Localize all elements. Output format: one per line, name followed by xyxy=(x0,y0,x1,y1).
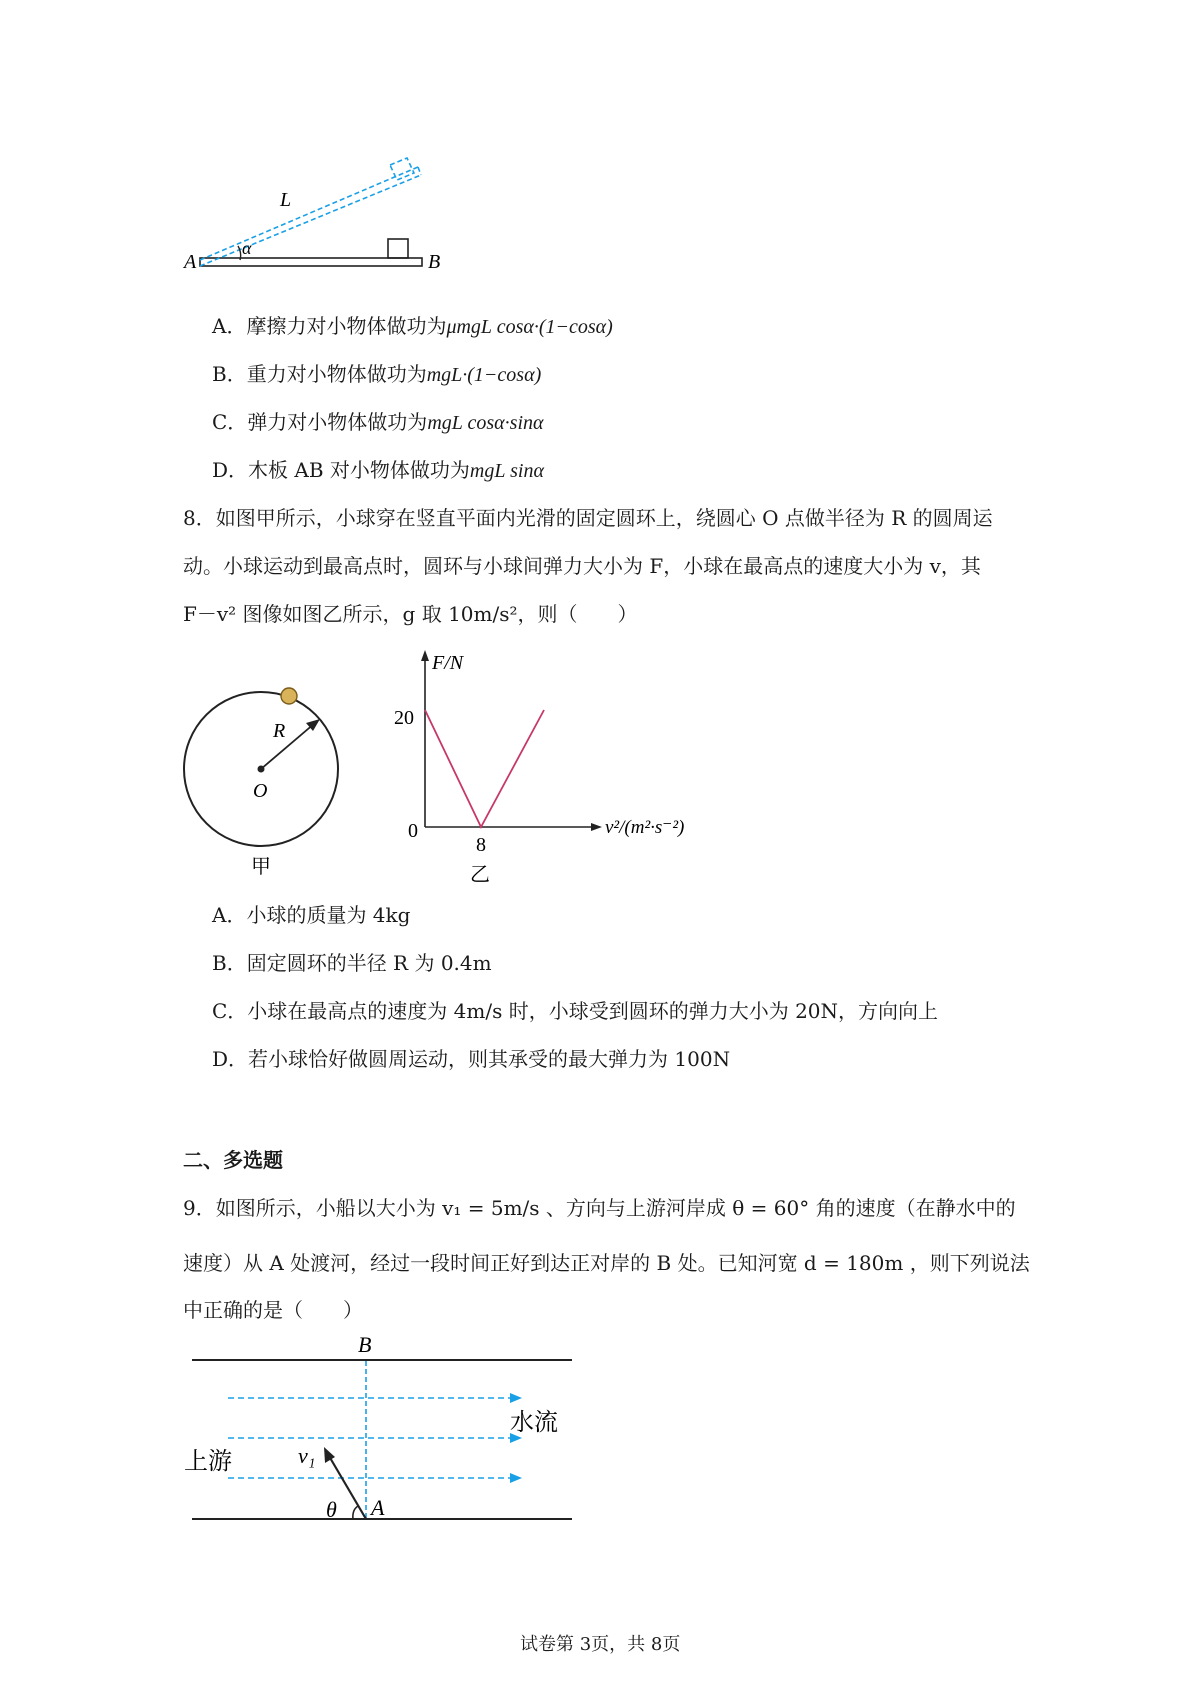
section-title: 二、多选题 xyxy=(183,1148,283,1172)
option-text: 重力对小物体做功为 xyxy=(246,362,427,386)
board-ab xyxy=(200,258,422,266)
label-theta: θ xyxy=(326,1497,337,1522)
option-text: 弹力对小物体做功为 xyxy=(247,410,428,434)
label-alpha: α xyxy=(242,238,252,258)
option-formula: mgL·(1−cosα) xyxy=(426,364,542,386)
page-footer: 试卷第 3页，共 8页 xyxy=(520,1634,681,1655)
chart-yi xyxy=(390,645,730,885)
option-formula: μmgL cosα·(1−cosα) xyxy=(446,316,613,338)
label-v1: v₁ xyxy=(298,1443,316,1468)
label-A: A xyxy=(371,1495,385,1520)
option-prefix: C． xyxy=(212,410,248,434)
river-figure xyxy=(180,1330,580,1540)
label-A: A xyxy=(184,251,197,273)
q8-line-1: 8．如图甲所示，小球穿在竖直平面内光滑的固定圆环上，绕圆心 O 点做半径为 R 的圆周运 xyxy=(183,506,993,530)
label-upstream: 上游 xyxy=(184,1449,232,1475)
q8-option-d: D．若小球恰好做圆周运动，则其承受的最大弹力为 100N xyxy=(212,1047,731,1071)
q7-option-b xyxy=(212,361,541,388)
v1-arrowhead xyxy=(324,1447,335,1463)
q8-option-a: A．小球的质量为 4kg xyxy=(212,903,411,927)
label-R: R xyxy=(273,720,286,742)
radius-arrow xyxy=(261,723,315,769)
option-text: 摩擦力对小物体做功为 xyxy=(246,314,447,338)
x-axis-label: v²/(m²·s⁻²) xyxy=(605,817,685,838)
caption-yi: 乙 xyxy=(470,864,490,885)
option-prefix: B． xyxy=(212,362,247,386)
water-flow-arrows xyxy=(228,1393,522,1483)
q9-line-1: 9．如图所示，小船以大小为 v₁ = 5m/s 、方向与上游河岸成 θ = 60° 角的速度（在静水中的 xyxy=(183,1196,1016,1220)
label-O: O xyxy=(253,780,268,802)
series-line-F xyxy=(425,710,544,827)
q9-line-2: 速度）从 A 处渡河，经过一段时间正好到达正对岸的 B 处。已知河宽 d = 180m ，则下列说法 xyxy=(183,1251,1030,1275)
label-B: B xyxy=(358,1332,372,1357)
tick-label-20: 20 xyxy=(394,707,414,729)
theta-arc xyxy=(353,1506,358,1519)
option-formula: mgL sinα xyxy=(469,460,544,482)
tick-label-origin: 0 xyxy=(408,820,418,842)
x-axis-arrowhead xyxy=(591,823,602,831)
q7-option-c xyxy=(212,409,544,436)
q7-option-a xyxy=(212,313,613,340)
label-flow: 水流 xyxy=(510,1410,558,1436)
q8-line-3: F－v² 图像如图乙所示，g 取 10m/s²，则（ ） xyxy=(183,602,638,626)
tick-label-8: 8 xyxy=(476,834,486,856)
y-axis-arrowhead xyxy=(421,650,429,661)
q8-line-2: 动。小球运动到最高点时，圆环与小球间弹力大小为 F，小球在最高点的速度大小为 v，其 xyxy=(183,554,981,578)
option-formula: mgL cosα·sinα xyxy=(427,412,544,434)
label-B: B xyxy=(428,251,440,273)
option-prefix: D． xyxy=(212,458,249,482)
block-at-b xyxy=(388,239,408,258)
ball xyxy=(281,688,297,704)
circle-figure-jia xyxy=(175,680,365,880)
q8-option-c: C．小球在最高点的速度为 4m/s 时，小球受到圆环的弹力大小为 20N，方向向上 xyxy=(212,999,939,1023)
option-prefix: A． xyxy=(212,314,247,338)
incline-figure xyxy=(180,150,440,300)
caption-jia: 甲 xyxy=(251,856,271,878)
q7-option-d xyxy=(212,457,544,484)
option-text: 木板 AB 对小物体做功为 xyxy=(248,458,470,482)
y-axis-label: F/N xyxy=(432,652,464,674)
label-L: L xyxy=(280,189,292,211)
q9-line-3: 中正确的是（ ） xyxy=(183,1298,363,1322)
q8-option-b: B．固定圆环的半径 R 为 0.4m xyxy=(212,951,492,975)
